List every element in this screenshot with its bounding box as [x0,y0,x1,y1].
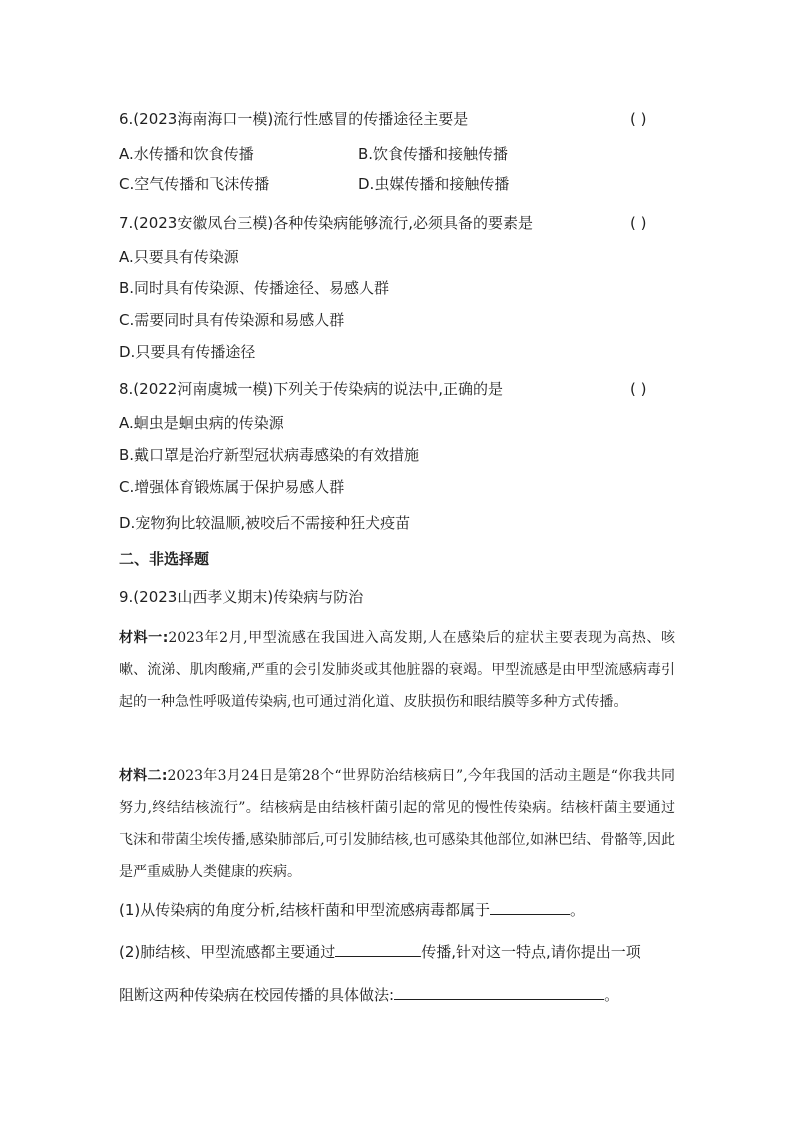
question-9-stem: 9.(2023山西孝义期末)传染病与防治 [119,588,364,606]
question-6-stem: 6.(2023海南海口一模)流行性感冒的传播途径主要是 [119,110,469,128]
sub-question-1 [119,899,585,920]
question-8-option-a: A.蛔虫是蛔虫病的传染源 [119,414,284,432]
question-7-option-d: D.只要具有传播途径 [119,343,256,361]
question-7-stem: 7.(2023安徽凤台三模)各种传染病能够流行,必须具备的要素是 [119,214,533,232]
material-one-label: 材料一: [119,630,169,646]
sub-question-1-blank[interactable] [490,899,570,915]
question-6-option-d: D.虫媒传播和接触传播 [358,175,510,193]
sub-question-2-text-b: 传播,针对这一特点,请你提出一项 [421,943,641,961]
sub-question-1-text: (1)从传染病的角度分析,结核杆菌和甲型流感病毒都属于 [119,901,491,919]
question-6-answer-paren: ( ) [630,110,647,128]
question-8-answer-paren: ( ) [630,380,647,398]
question-6-option-a: A.水传播和饮食传播 [119,145,254,163]
question-7-answer-paren: ( ) [630,214,647,232]
sub-question-2-blank-2[interactable] [394,984,604,1000]
question-6-option-c: C.空气传播和飞沫传播 [119,175,270,193]
sub-question-2-line-2 [119,984,619,1005]
material-two-label: 材料二: [119,768,168,784]
sub-question-1-end: 。 [570,901,586,919]
material-one [119,622,675,718]
sub-question-2-end: 。 [604,986,620,1004]
question-7-option-a: A.只要具有传染源 [119,248,239,266]
material-one-text: 2023年2月,甲型流感在我国进入高发期,人在感染后的症状主要表现为高热、咳嗽、流涕、肌肉酸痛,严重的会引发肺炎或其他脏器的衰竭。甲型流感是由甲型流感病毒引起的一种急性呼吸道传染病,也可通过消化道、皮肤损伤和眼结膜等多种方式传播。 [119,630,676,710]
question-7-option-c: C.需要同时具有传染源和易感人群 [119,311,345,329]
sub-question-2-text-c: 阻断这两种传染病在校园传播的具体做法: [119,986,395,1004]
section-title: 二、非选择题 [119,550,210,568]
question-6-option-b: B.饮食传播和接触传播 [358,145,509,163]
question-8-option-c: C.增强体育锻炼属于保护易感人群 [119,478,345,496]
question-8-option-d: D.宠物狗比较温顺,被咬后不需接种狂犬疫苗 [119,514,411,532]
question-8-option-b: B.戴口罩是治疗新型冠状病毒感染的有效措施 [119,446,420,464]
sub-question-2-blank-1[interactable] [335,941,421,957]
sub-question-2-text-a: (2)肺结核、甲型流感都主要通过 [119,943,336,961]
question-8-stem: 8.(2022河南虞城一模)下列关于传染病的说法中,正确的是 [119,380,503,398]
material-two-text: 2023年3月24日是第28个“世界防治结核病日”,今年我国的活动主题是“你我共同努力,终结结核流行”。结核病是由结核杆菌引起的常见的慢性传染病。结核杆菌主要通过飞沫和带菌尘埃传播,感染肺部后,可引发肺结核,也可感染其他部位,如淋巴结、骨骼等,因此是严重威胁人类健康的疾病。 [119,768,675,880]
question-7-option-b: B.同时具有传染源、传播途径、易感人群 [119,279,390,297]
material-two [119,760,675,888]
sub-question-2-line-1 [119,941,641,962]
